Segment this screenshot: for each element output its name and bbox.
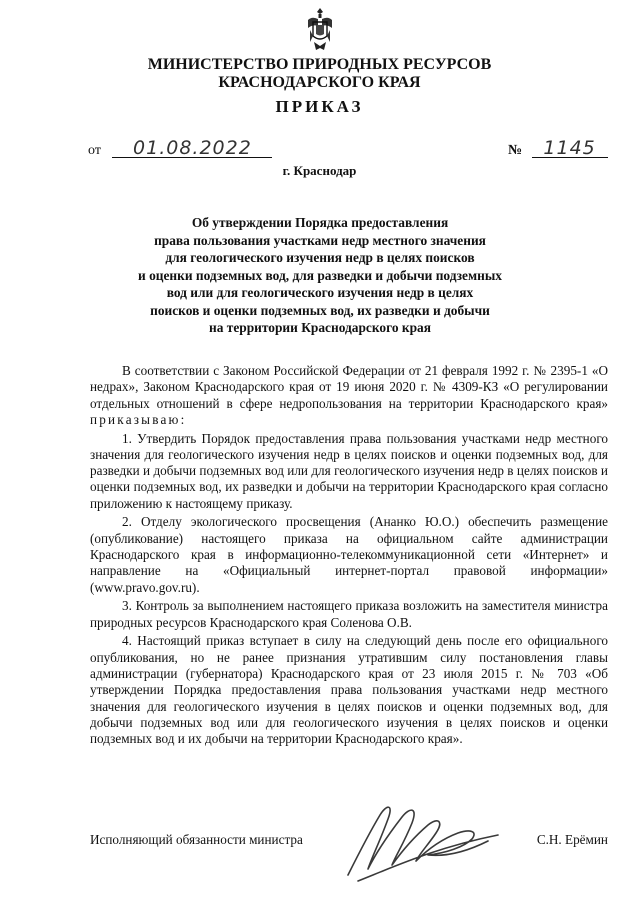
title-line: права пользования участками недр местного значения (154, 232, 486, 248)
title-line: на территории Краснодарского края (208, 320, 432, 335)
date-prefix: от (88, 143, 101, 158)
signatory-position: Исполняющий обязанности министра (90, 832, 303, 847)
city: г. Краснодар (282, 163, 357, 178)
order-item-2: 2. Отделу экологического просвещения (Ананко Ю.О.) обеспечить размещение (опубликование) настоящего приказа на официальном сайте администрации Краснодарского края в информационно-телекоммуникационной сети «Интернет» и направление на «Официальный интернет-портал правовой информации» (www.pravo.gov.ru). (90, 514, 608, 595)
number-row (508, 139, 608, 159)
order-body (90, 363, 608, 750)
order-item-3: 3. Контроль за выполнением настоящего приказа возложить на заместителя министра природных ресурсов Краснодарского края Соленова О.В. (90, 598, 608, 630)
title-line: и оценки подземных вод, для разведки и добычи подземных (138, 267, 502, 283)
title-line: поисков и оценки подземных вод, их разведки и добычи (150, 302, 490, 318)
title-line: вод или для геологического изучения недр в целях (166, 285, 474, 300)
order-date: 01.08.2022 (112, 139, 272, 158)
order-word: приказываю: (90, 411, 187, 427)
order-title (100, 214, 540, 337)
title-line: Об утверждении Порядка предоставления (191, 215, 449, 230)
date-row (88, 139, 272, 159)
order-number: 1145 (532, 139, 608, 158)
ministry-name-line1: МИНИСТЕРСТВО ПРИРОДНЫХ РЕСУРСОВ (147, 56, 492, 73)
title-line: для геологического изучения недр в целях поисков (165, 250, 475, 265)
order-item-4: 4. Настоящий приказ вступает в силу на следующий день после его официального опубликования, но не ранее признания утратившим силу постановления главы администрации (губернатора) Краснодарского края от 23 июля 2015 г. № 703 «Об утверждении Порядка предоставления права пользования участками недр местного значения для геологического изучения в целях поисков и оценки подземных вод, для добычи подземных вод или для геологического изучения в целях поисков и оценки подземных вод и их добычи на территории Краснодарского края». (90, 633, 608, 747)
signature-block (90, 829, 608, 889)
order-item-1: 1. Утвердить Порядок предоставления права пользования участками недр местного значения для геологического изучения недр в целях поисков и оценки подземных вод, для разведки и добычи подземных вод или для геологического изучения недр в целях поисков и оценки подземных вод, их разведки и добычи на территории Краснодарского края согласно приложению к настоящему приказу. (90, 430, 608, 511)
preamble-paragraph (90, 363, 608, 428)
coat-of-arms-icon (304, 6, 336, 52)
ministry-name-line2: КРАСНОДАРСКОГО КРАЯ (218, 74, 421, 91)
number-prefix: № (508, 143, 523, 158)
document-type: ПРИКАЗ (275, 97, 364, 116)
preamble-text: В соответствии с Законом Российской Федерации от 21 февраля 1992 г. № 2395-1 «О недрах», Законом Краснодарского края от 19 июня 2020 г. № 4309-КЗ «О регулировании отдельных отношений в сфере недропользования на территории Краснодарского края» (90, 363, 608, 411)
handwritten-signature-icon (328, 795, 508, 887)
signatory-name: С.Н. Ерёмин (536, 832, 608, 847)
